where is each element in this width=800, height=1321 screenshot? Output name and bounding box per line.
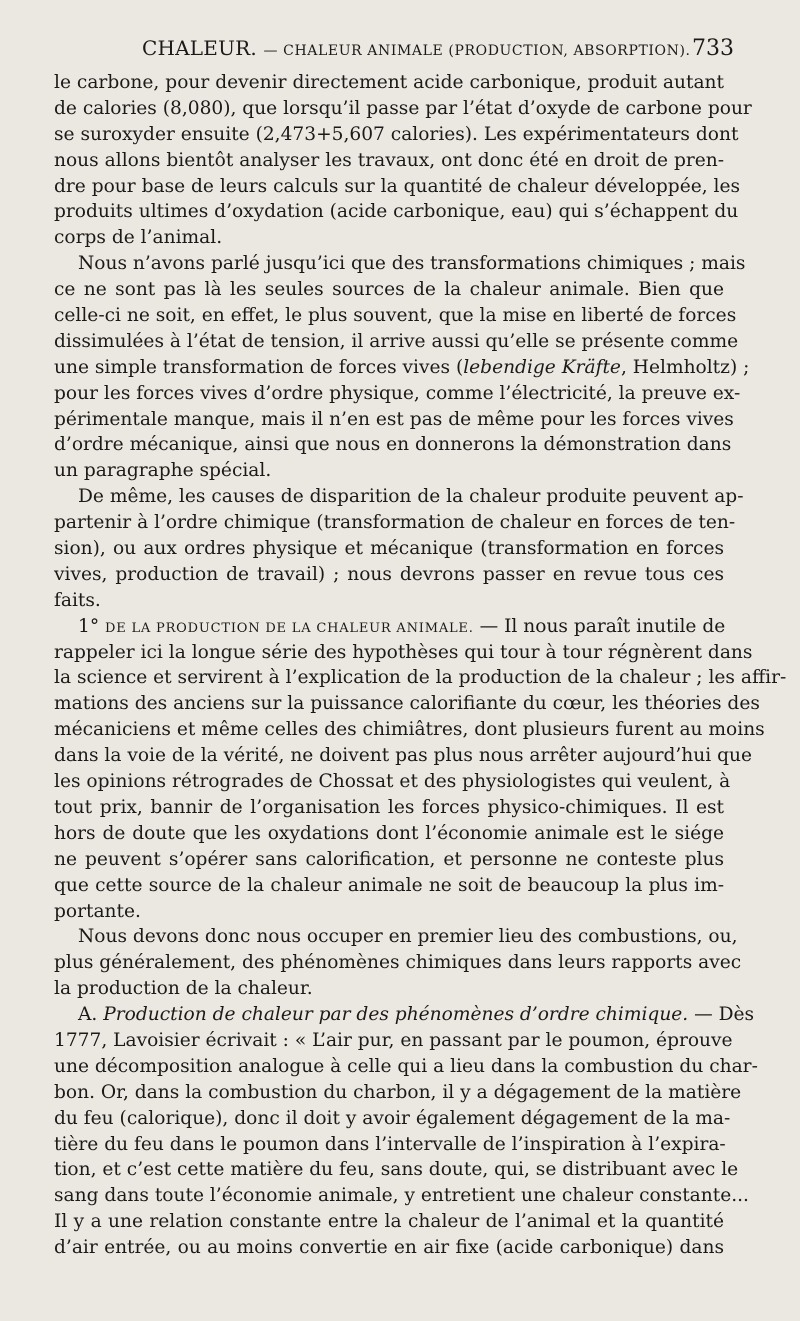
- text-line: corps de l’animal.: [54, 227, 223, 249]
- text-line: que cette source de la chaleur animale ne soit de beaucoup la plus im-: [54, 874, 724, 896]
- text-line: sion), ou aux ordres physique et mécanique (transformation en forces: [54, 538, 724, 560]
- text-line: De même, les causes de disparition de la chaleur produite peuvent ap-: [78, 486, 744, 508]
- text-line: une simple transformation de forces vives (lebendige Kräfte, Helmholtz) ;: [54, 356, 750, 378]
- running-header: [58, 36, 734, 66]
- text-line: périmentale manque, mais il n’en est pas de même pour les forces vives: [54, 408, 734, 430]
- text-line: dre pour base de leurs calculs sur la quantité de chaleur développée, les: [54, 175, 741, 197]
- text-line: Nous devons donc nous occuper en premier lieu des combustions, ou,: [78, 926, 738, 948]
- text-line: hors de doute que les oxydations dont l’économie animale est le siége: [54, 822, 724, 844]
- text-line: un paragraphe spécial.: [54, 460, 272, 482]
- text-line: sang dans toute l’économie animale, y entretient une chaleur constante...: [54, 1185, 749, 1207]
- text-line: nous allons bientôt analyser les travaux, ont donc été en droit de pren-: [54, 149, 724, 171]
- text-line: tière du feu dans le poumon dans l’intervalle de l’inspiration à l’expira-: [54, 1133, 726, 1155]
- text-line: 1° DE LA PRODUCTION DE LA CHALEUR ANIMALE. — Il nous paraît inutile de: [78, 615, 726, 637]
- text-line: celle-ci ne soit, en effet, le plus souvent, que la mise en liberté de forces: [54, 305, 737, 327]
- running-title: [142, 36, 691, 60]
- text-line: mations des anciens sur la puissance calorifiante du cœur, les théories des: [54, 693, 760, 715]
- text-line: portante.: [54, 900, 141, 922]
- text-line: de calories (8,080), que lorsqu’il passe par l’état d’oxyde de carbone pour: [54, 97, 752, 119]
- text-line: du feu (calorique), donc il doit y avoir également dégagement de la ma-: [54, 1107, 731, 1129]
- text-line: d’ordre mécanique, ainsi que nous en donnerons la démonstration dans: [54, 434, 732, 456]
- text-line: d’air entrée, ou au moins convertie en air fixe (acide carbonique) dans: [54, 1237, 724, 1259]
- text-line: faits.: [54, 589, 101, 611]
- body-text: [54, 70, 787, 1261]
- text-line: produits ultimes d’oxydation (acide carbonique, eau) qui s’échappent du: [54, 201, 739, 223]
- text-line: rappeler ici la longue série des hypothèses qui tour à tour régnèrent dans: [54, 641, 753, 663]
- running-title-main: CHALEUR.: [142, 36, 257, 60]
- text-line: se suroxyder ensuite (2,473+5,607 calories). Les expérimentateurs dont: [54, 123, 739, 145]
- running-title-subtitle: — CHALEUR ANIMALE (PRODUCTION, ABSORPTION).: [263, 43, 691, 59]
- text-line: dans la voie de la vérité, ne doivent pas plus nous arrêter aujourd’hui que: [54, 745, 752, 767]
- emphasis: lebendige Kräfte: [463, 356, 621, 378]
- text-line: tout prix, bannir de l’organisation les forces physico-chimiques. Il est: [54, 796, 724, 818]
- text-line: une décomposition analogue à celle qui a lieu dans la combustion du char-: [54, 1055, 758, 1077]
- text-line: A. Production de chaleur par des phénomènes d’ordre chimique. — Dès: [78, 1004, 755, 1026]
- text-line: mécaniciens et même celles des chimiâtres, dont plusieurs furent au moins: [54, 719, 765, 741]
- emphasis: Production de chaleur par des phénomènes d’ordre chimique.: [103, 1004, 689, 1026]
- page-number: 733: [692, 36, 734, 61]
- text-line: pour les forces vives d’ordre physique, comme l’électricité, la preuve ex-: [54, 382, 741, 404]
- text-line: 1777, Lavoisier écrivait : « L’air pur, en passant par le poumon, éprouve: [54, 1029, 733, 1051]
- text-line: Nous n’avons parlé jusqu’ici que des transformations chimiques ; mais: [78, 253, 746, 275]
- text-line: vives, production de travail) ; nous devrons passer en revue tous ces: [54, 563, 724, 585]
- text-line: ce ne sont pas là les seules sources de la chaleur animale. Bien que: [54, 279, 724, 301]
- text-line: bon. Or, dans la combustion du charbon, il y a dégagement de la matière: [54, 1081, 742, 1103]
- text-line: la production de la chaleur.: [54, 978, 313, 1000]
- text-line: les opinions rétrogrades de Chossat et des physiologistes qui veulent, à: [54, 771, 731, 793]
- section-heading: DE LA PRODUCTION DE LA CHALEUR ANIMALE.: [105, 620, 474, 636]
- text-line: ne peuvent s’opérer sans calorification, et personne ne conteste plus: [54, 848, 724, 870]
- text-line: la science et servirent à l’explication de la production de la chaleur ; les affir-: [54, 667, 787, 689]
- text-line: tion, et c’est cette matière du feu, sans doute, qui, se distribuant avec le: [54, 1159, 739, 1181]
- text-line: partenir à l’ordre chimique (transformation de chaleur en forces de ten-: [54, 512, 736, 534]
- text-line: plus généralement, des phénomènes chimiques dans leurs rapports avec: [54, 952, 742, 974]
- text-line: le carbone, pour devenir directement acide carbonique, produit autant: [54, 72, 724, 93]
- text-line: Il y a une relation constante entre la chaleur de l’animal et la quantité: [54, 1211, 724, 1233]
- text-line: dissimulées à l’état de tension, il arrive aussi qu’elle se présente comme: [54, 330, 739, 352]
